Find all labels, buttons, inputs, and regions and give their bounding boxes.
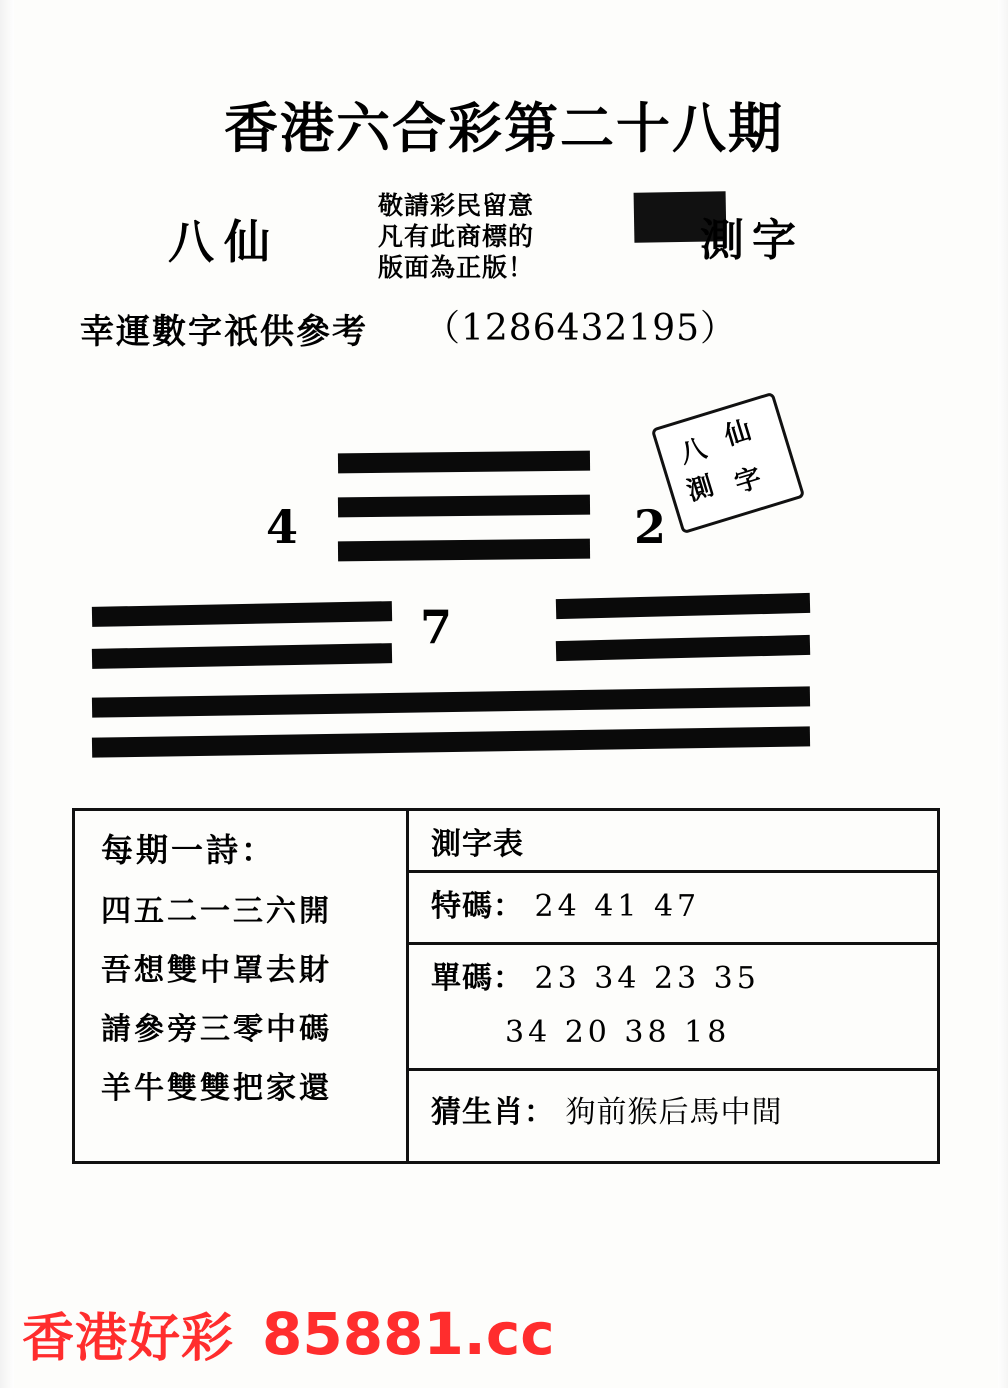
lucky-number-label: 幸運數字祇供參考 xyxy=(80,312,368,352)
notice-line-1: 敬請彩民留意 xyxy=(378,191,535,220)
seal-char: 字 xyxy=(731,462,766,500)
results-table xyxy=(72,808,940,1164)
row-values: 狗前猴后馬中間 xyxy=(565,1095,783,1130)
notice-text xyxy=(378,190,534,283)
stamp-word: 測字 xyxy=(700,215,804,266)
table-row xyxy=(409,1071,937,1157)
seal-char: 八 xyxy=(676,433,711,470)
footer-watermark xyxy=(22,1296,555,1371)
row-values: 24 41 47 xyxy=(534,889,701,924)
row-label: 單碼： xyxy=(431,961,524,996)
poem-panel xyxy=(75,811,409,1161)
row-values: 34 20 38 18 xyxy=(505,1015,731,1050)
diagram-digit: 7 xyxy=(420,600,453,654)
diagram-bar xyxy=(92,601,392,627)
diagram-bar xyxy=(338,495,590,518)
diagram-digit: 4 xyxy=(266,500,299,554)
table-row xyxy=(409,873,937,945)
row-label: 猜生肖： xyxy=(431,1095,555,1130)
diagram-bar xyxy=(92,726,810,757)
numbers-panel xyxy=(409,811,937,1161)
footer-brand: 香港好彩 xyxy=(22,1309,235,1369)
diagram-bar xyxy=(92,643,392,669)
footer-url: 85881.cc xyxy=(262,1299,555,1368)
row-values: 23 34 23 35 xyxy=(534,961,760,996)
trigram-diagram xyxy=(0,400,1008,780)
poem-line: 四五二一三六開 xyxy=(101,894,332,929)
poem-title: 每期一詩： xyxy=(101,831,277,869)
diagram-digit: 2 xyxy=(634,500,667,554)
page-title: 香港六合彩第二十八期 xyxy=(224,96,784,160)
section-label: 八仙 xyxy=(168,215,280,269)
diagram-bar xyxy=(92,686,810,717)
poem-line: 請參旁三零中碼 xyxy=(101,1012,332,1047)
diagram-bar xyxy=(338,539,590,562)
diagram-bar xyxy=(338,451,590,474)
diagram-bar xyxy=(556,593,810,619)
seal-stamp xyxy=(651,392,806,535)
table-row xyxy=(409,945,937,1007)
row-label: 特碼： xyxy=(431,889,524,924)
notice-line-3: 版面為正版！ xyxy=(378,253,535,282)
lucky-number-value: （1286432195） xyxy=(424,308,738,349)
table-row xyxy=(409,1007,937,1071)
notice-line-2: 凡有此商標的 xyxy=(378,222,535,251)
numbers-panel-title: 測字表 xyxy=(409,811,937,873)
seal-char: 測 xyxy=(683,470,719,508)
poem-line: 羊牛雙雙把家還 xyxy=(101,1071,332,1106)
poem-line: 吾想雙中罩去財 xyxy=(101,953,332,988)
diagram-bar xyxy=(556,635,810,661)
seal-char: 仙 xyxy=(721,415,756,452)
